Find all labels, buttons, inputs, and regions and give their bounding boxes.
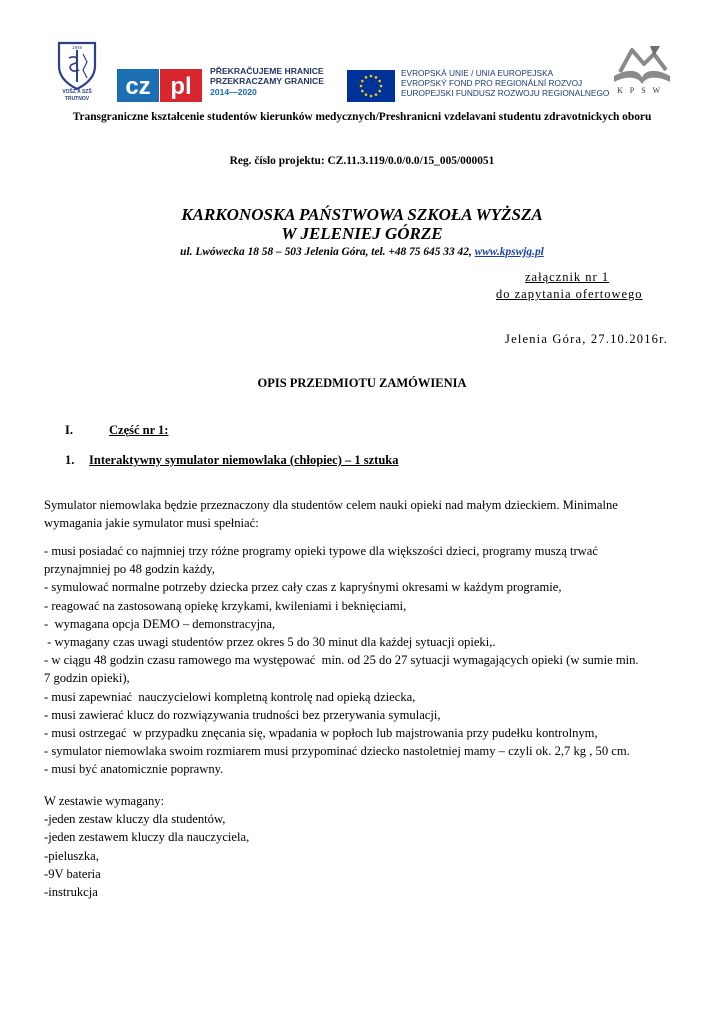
- czpl-line1: PŘEKRAČUJEME HRANICE: [210, 66, 324, 76]
- requirement-line: - musi zawierać klucz do rozwiązywania trudności bez przerywania symulacji,: [44, 707, 441, 722]
- kpsw-letters: KPSW: [617, 86, 668, 95]
- set-item: -pieluszka,: [44, 848, 99, 863]
- item-number: 1.: [65, 453, 75, 467]
- eu-star-icon: [370, 75, 373, 78]
- eu-star-icon: [375, 93, 378, 96]
- svg-text:cz: cz: [125, 73, 151, 100]
- czpl-line2: PRZEKRACZAMY GRANICE: [210, 76, 324, 87]
- requirement-line: - musi ostrzegać w przypadku znęcania się, wpadania w popłoch lub majstrowania przy pudełku kontrolnym,: [44, 726, 598, 741]
- vosz-trutnov-logo: [55, 40, 99, 96]
- requirement-line: - musi posiadać co najmniej trzy różne programy opieki typowe dla większości dzieci, programy muszą trwać: [44, 544, 598, 558]
- website-link[interactable]: www.kpswjg.pl: [474, 246, 544, 258]
- part-number: I.: [65, 423, 73, 437]
- school-name-line2: W JELENIEJ GÓRZE: [281, 224, 443, 243]
- requirement-line: - wymagany czas uwagi studentów przez okres 5 do 30 minut dla każdej sytuacji opieki,.: [44, 635, 496, 650]
- project-line: Transgraniczne kształcenie studentów kierunków medycznych/Preshranicni vzdelavani studentu zdravotnickych oboru: [72, 111, 652, 123]
- vosz-year: 1949: [71, 45, 83, 50]
- set-item: -jeden zestaw kluczy dla studentów,: [44, 812, 226, 827]
- requirements-list: [44, 542, 684, 779]
- requirement-line: - symulować normalne potrzeby dziecka przez cały czas z kapryśnymi okresami w każdym programie,: [44, 580, 562, 595]
- school-address: [0, 246, 724, 258]
- requirement-line: przynajmniej po 48 godzin każdy,: [44, 562, 215, 577]
- intro-line: Symulator niemowlaka będzie przeznaczony dla studentów celem nauki opieki nad małym dzieckiem. Minimalne: [44, 498, 618, 512]
- eu-star-icon: [378, 80, 381, 83]
- set-item: -jeden zestawem kluczy dla nauczyciela,: [44, 830, 250, 845]
- eu-line1: EVROPSKÁ UNIE / UNIA EUROPEJSKA: [401, 68, 554, 78]
- svg-text:pl: pl: [170, 73, 192, 100]
- eu-flag-icon: [347, 70, 395, 102]
- address-text: ul. Lwówecka 18 58 – 503 Jelenia Góra, tel. +48 75 645 33 42,: [180, 246, 475, 258]
- eu-star-icon: [370, 95, 373, 98]
- eu-line2: EVROPSKÝ FOND PRO REGIONÁLNÍ ROZVOJ: [401, 78, 583, 89]
- set-list: [44, 792, 684, 901]
- czpl-logo: [117, 69, 202, 102]
- set-item: -9V bateria: [44, 866, 101, 881]
- requirement-line: - symulator niemowlaka swoim rozmiarem musi przypominać dziecko nastoletniej mamy – czyli ok. 2,7 kg , 50 cm.: [44, 744, 630, 759]
- eu-star-icon: [380, 85, 383, 88]
- school-name-line1: KARKONOSKA PAŃSTWOWA SZKOŁA WYŻSZA: [181, 205, 543, 224]
- czpl-slogan: [210, 66, 324, 97]
- document-title: OPIS PRZEDMIOTU ZAMÓWIENIA: [257, 376, 467, 390]
- requirement-line: - reagować na zastosowaną opiekę krzykami, kwileniami i beknięciami,: [44, 598, 407, 613]
- eu-star-icon: [365, 93, 368, 96]
- vosz-name-line1: VOŠZ A SZŠ: [62, 89, 92, 95]
- set-heading: W zestawie wymagany:: [44, 794, 165, 808]
- eu-star-icon: [361, 80, 364, 83]
- part-label: Część nr 1:: [109, 423, 169, 437]
- date-line: Jelenia Góra, 27.10.2016r.: [505, 332, 669, 346]
- requirement-line: 7 godzin opieki),: [44, 671, 130, 686]
- requirement-line: - musi być anatomicznie poprawny.: [44, 762, 224, 777]
- item-label: Interaktywny symulator niemowlaka (chłopiec) – 1 sztuka: [89, 453, 399, 467]
- requirement-line: - wymagana opcja DEMO – demonstracyjna,: [44, 616, 276, 631]
- eu-star-icon: [360, 85, 363, 88]
- intro-line: wymagania jakie symulator musi spełniać:: [44, 516, 259, 531]
- eu-star-icon: [375, 76, 378, 79]
- eu-fund-text: [401, 68, 609, 99]
- eu-line3: EUROPEJSKI FUNDUSZ ROZWOJU REGIONALNEGO: [401, 88, 610, 99]
- eu-star-icon: [361, 90, 364, 93]
- requirement-line: - musi zapewniać nauczycielowi kompletną kontrolę nad opieką dziecka,: [44, 689, 416, 704]
- eu-star-icon: [378, 90, 381, 93]
- set-item: -instrukcja: [44, 885, 98, 900]
- czpl-line3: 2014—2020: [210, 86, 257, 97]
- eu-star-icon: [365, 76, 368, 79]
- attachment-line1: załącznik nr 1: [525, 270, 610, 284]
- attachment-line2: do zapytania ofertowego: [496, 287, 643, 301]
- intro-paragraph: [44, 496, 684, 532]
- requirement-line: - w ciągu 48 godzin czasu ramowego ma występować min. od 25 do 27 sytuacji wymagających opieki (w sumie min.: [44, 653, 639, 668]
- registration-number: Reg. číslo projektu: CZ.11.3.119/0.0/0.0/15_005/000051: [229, 155, 495, 167]
- vosz-name-line2: TRUTNOV: [64, 96, 90, 102]
